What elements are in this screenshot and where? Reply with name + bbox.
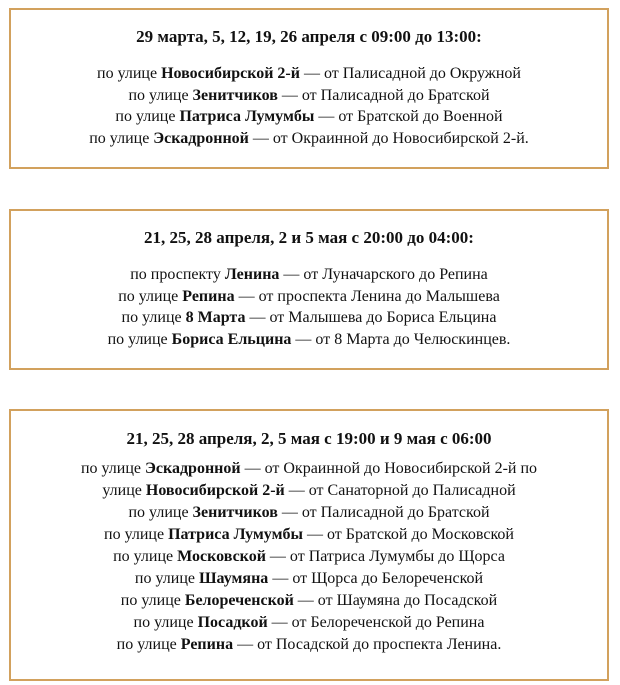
- street-list: [11, 264, 607, 350]
- schedule-title: 29 марта, 5, 12, 19, 26 апреля с 09:00 до 13:00:: [136, 27, 482, 46]
- street-list: [11, 63, 607, 149]
- street-line: по улице Зенитчиков — от Палисадной до Братской: [128, 504, 490, 521]
- schedule-box-2: [9, 209, 609, 370]
- street-line: по проспекту Ленина — от Луначарского до Репина: [130, 266, 488, 283]
- street-line: по улице Новосибирской 2-й — от Палисадной до Окружной: [97, 65, 521, 82]
- street-line: по улице Эскадронной — от Окраинной до Новосибирской 2-й.: [89, 129, 529, 147]
- street-line: по улице Репина — от проспекта Ленина до Малышева: [118, 287, 500, 305]
- street-line: по улице Посадкой — от Белореченской до Репина: [133, 614, 485, 631]
- street-line: по улице Шаумяна — от Щорса до Белореченской: [134, 570, 484, 587]
- street-list: [11, 458, 607, 656]
- street-line: по улице Белореченской — от Шаумяна до Посадской: [120, 592, 498, 609]
- schedule-title: 21, 25, 28 апреля, 2, 5 мая с 19:00 и 9 мая с 06:00: [126, 429, 492, 448]
- street-line: улице Новосибирской 2-й — от Санаторной до Палисадной: [102, 482, 516, 499]
- schedule-title: 21, 25, 28 апреля, 2 и 5 мая с 20:00 до 04:00:: [144, 228, 474, 247]
- street-line: по улице Патриса Лумумбы — от Братской до Военной: [115, 108, 503, 125]
- schedule-box-1: [9, 8, 609, 169]
- street-line: по улице Патриса Лумумбы — от Братской до Московской: [104, 526, 514, 543]
- schedule-box-3: [9, 409, 609, 681]
- street-line: по улице 8 Марта — от Малышева до Бориса Ельцина: [121, 309, 497, 326]
- street-line: по улице Эскадронной — от Окраинной до Новосибирской 2-й по: [80, 460, 538, 477]
- street-line: по улице Зенитчиков — от Палисадной до Братской: [128, 86, 490, 104]
- street-line: по улице Бориса Ельцина — от 8 Марта до Челюскинцев.: [107, 330, 511, 348]
- street-line: по улице Московской — от Патриса Лумумбы до Щорса: [113, 548, 505, 565]
- street-line: по улице Репина — от Посадской до проспекта Ленина.: [116, 636, 502, 653]
